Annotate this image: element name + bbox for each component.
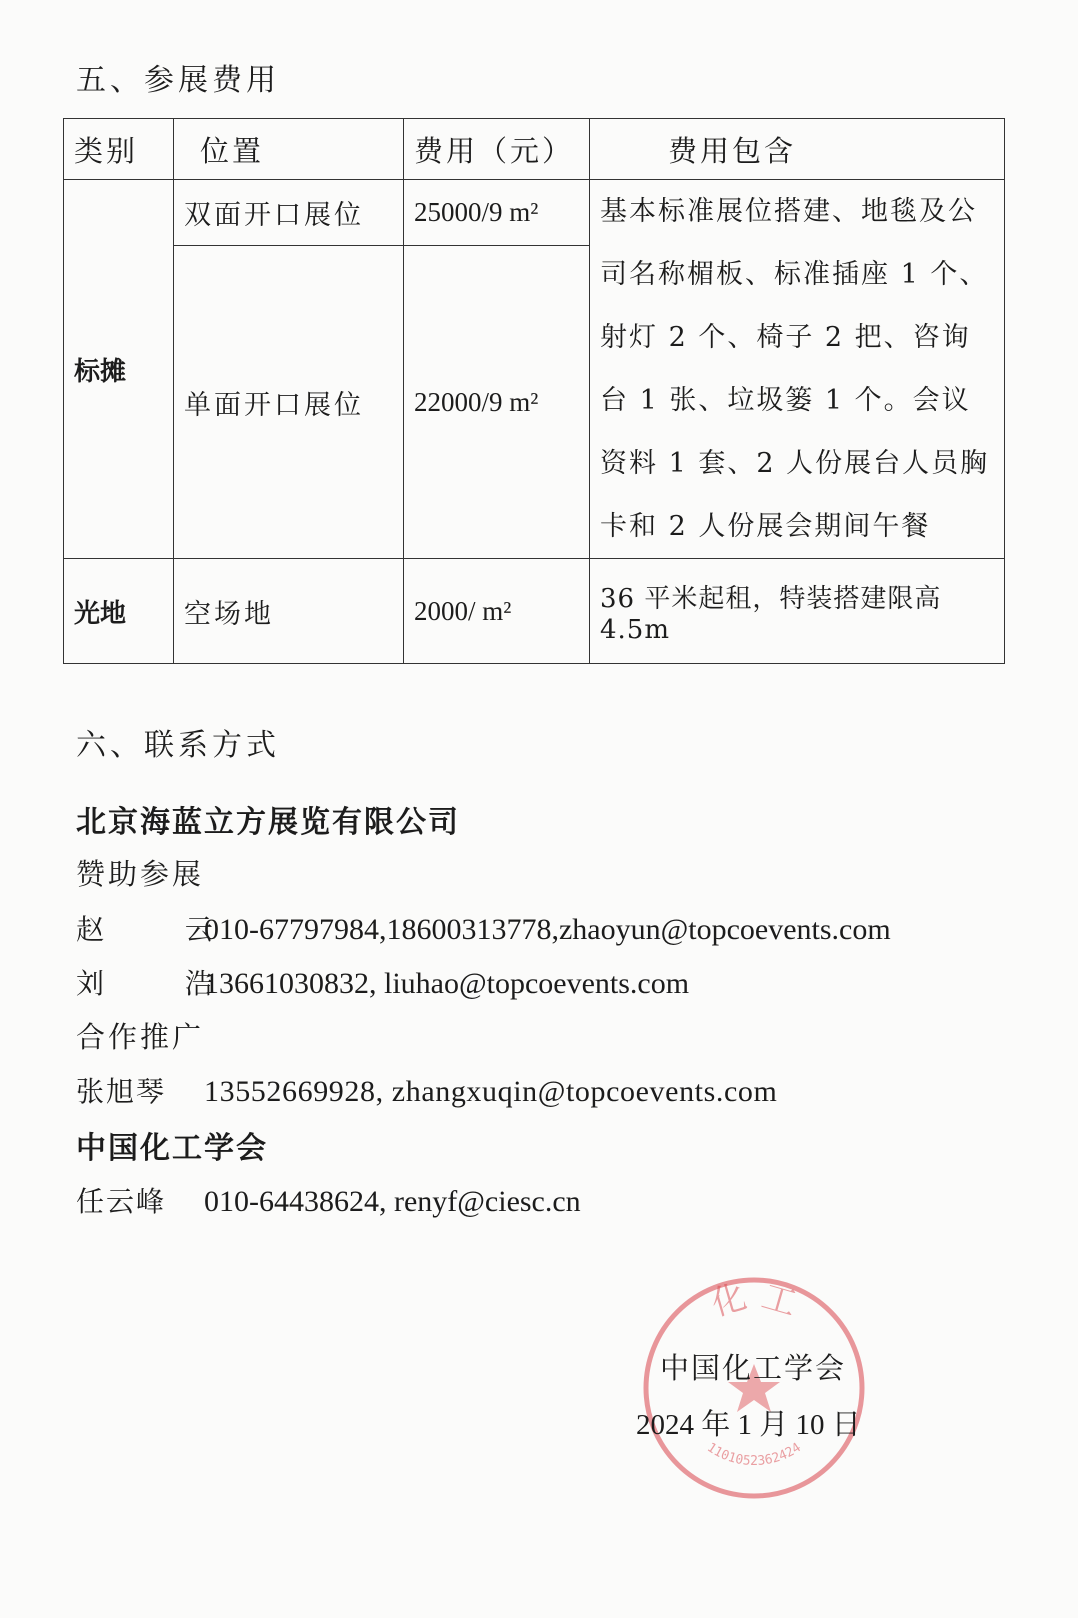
cell-space-category: 光地 <box>64 559 174 664</box>
contact-line <box>76 1070 777 1110</box>
company-name-haelan: 北京海蓝立方展览有限公司 <box>76 805 460 840</box>
svg-text:化 工 <box>707 1277 801 1325</box>
table-row <box>64 559 1005 664</box>
header-includes: 费用包含 <box>590 119 1005 180</box>
stamp-top-text: 化 工 <box>707 1276 801 1325</box>
cell-space-fee: 2000/ m² <box>404 559 590 664</box>
contact-line <box>76 1180 581 1220</box>
contact-name: 任云峰 <box>76 1185 167 1218</box>
contact-info: 13661030832, liuhao@topcoevents.com <box>204 967 690 1000</box>
official-seal-stamp <box>638 1272 870 1504</box>
cell-single-fee: 22000/9 m² <box>404 246 590 559</box>
header-category: 类别 <box>64 119 174 180</box>
section6-title: 六、联系方式 <box>76 728 280 763</box>
section5-title: 五、参展费用 <box>76 63 280 98</box>
contact-line <box>76 908 891 948</box>
cell-space-includes: 36 平米起租，特装搭建限高 4.5m <box>590 559 1005 664</box>
cell-double-fee: 25000/9 m² <box>404 180 590 246</box>
signature-date: 2024 年 1 月 10 日 <box>636 1409 861 1441</box>
cell-booth-category: 标摊 <box>64 180 174 559</box>
stamp-bottom-text: 1101052362424 <box>704 1440 804 1470</box>
svg-text:1101052362424 <box>704 1440 804 1469</box>
contact-info: 13552669928, zhangxuqin@topcoevents.com <box>204 1075 778 1108</box>
contact-info: 010-67797984,18600313778,zhaoyun@topcoevents.com <box>204 913 891 946</box>
fee-table <box>63 118 1005 664</box>
table-header-row <box>64 119 1005 180</box>
header-fee: 费用（元） <box>404 119 590 180</box>
cell-single-position: 单面开口展位 <box>174 246 404 559</box>
group-sponsor: 赞助参展 <box>76 857 205 891</box>
group-promotion: 合作推广 <box>76 1020 205 1054</box>
contact-name: 张旭琴 <box>76 1075 167 1108</box>
table-row <box>64 180 1005 246</box>
contact-name: 赵 云 <box>76 913 249 946</box>
contact-info: 010-64438624, renyf@ciesc.cn <box>204 1185 581 1218</box>
company-name-ciesc: 中国化工学会 <box>76 1131 268 1166</box>
cell-space-position: 空场地 <box>174 559 404 664</box>
contact-line <box>76 962 689 1002</box>
cell-booth-includes: 基本标准展位搭建、地毯及公司名称楣板、标准插座 1 个、射灯 2 个、椅子 2 把、咨询台 1 张、垃圾篓 1 个。会议资料 1 套、2 人份展台人员胸卡和 2 人份展会期间午餐 <box>590 180 1005 559</box>
contact-name: 刘 浩 <box>76 967 249 1000</box>
cell-double-position: 双面开口展位 <box>174 180 404 246</box>
header-position: 位置 <box>174 119 404 180</box>
signature-org: 中国化工学会 <box>660 1351 847 1385</box>
